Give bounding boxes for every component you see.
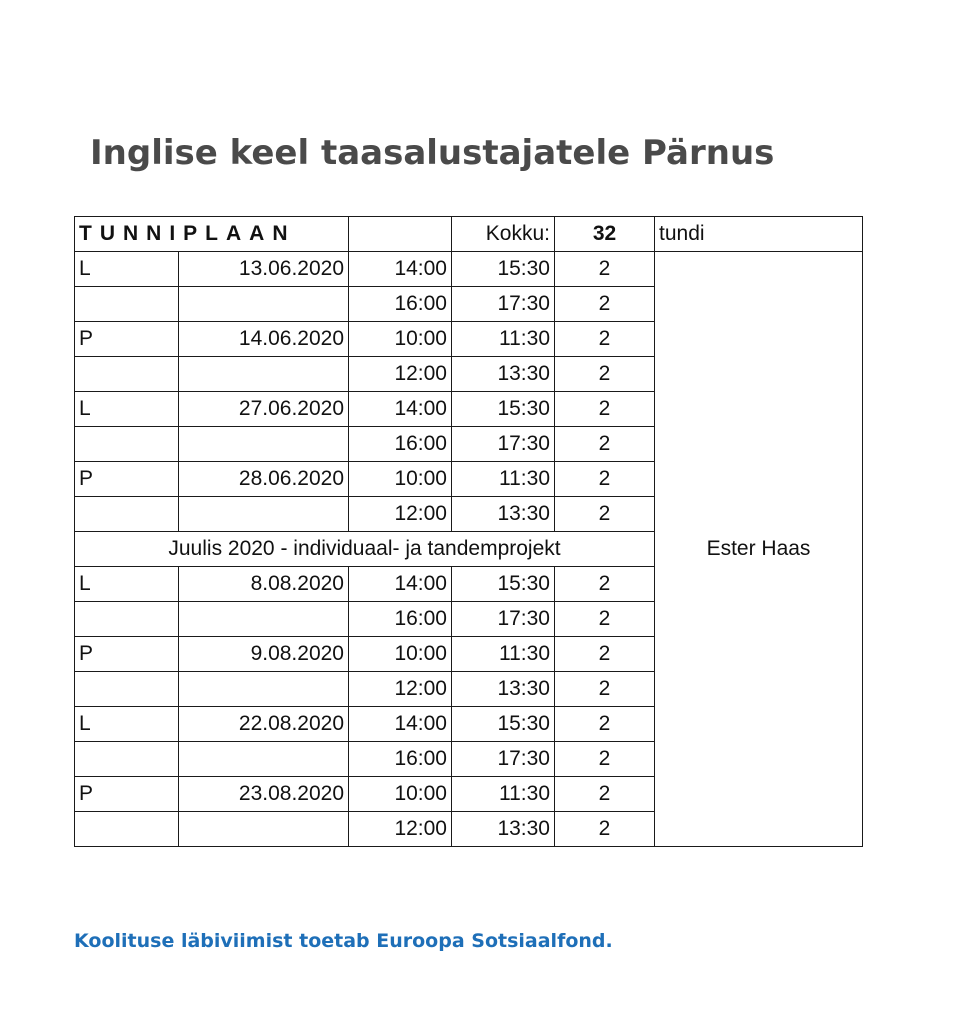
- end-time-cell: 15:30: [452, 392, 555, 427]
- day-cell: P: [75, 322, 179, 357]
- day-cell: P: [75, 637, 179, 672]
- hours-cell: 2: [555, 322, 655, 357]
- day-cell: L: [75, 392, 179, 427]
- hours-cell: 2: [555, 497, 655, 532]
- date-cell: [179, 742, 349, 777]
- hours-cell: 2: [555, 462, 655, 497]
- date-cell: 28.06.2020: [179, 462, 349, 497]
- end-time-cell: 11:30: [452, 777, 555, 812]
- date-cell: [179, 672, 349, 707]
- total-label: Kokku:: [452, 217, 555, 252]
- day-cell: [75, 497, 179, 532]
- teacher-cell: Ester Haas: [655, 252, 863, 847]
- date-cell: 23.08.2020: [179, 777, 349, 812]
- july-project-note: Juulis 2020 - individuaal- ja tandemprojekt: [75, 532, 655, 567]
- end-time-cell: 17:30: [452, 287, 555, 322]
- hours-cell: 2: [555, 637, 655, 672]
- date-cell: [179, 287, 349, 322]
- day-cell: L: [75, 567, 179, 602]
- end-time-cell: 15:30: [452, 707, 555, 742]
- end-time-cell: 13:30: [452, 672, 555, 707]
- start-time-cell: 16:00: [349, 287, 452, 322]
- start-time-cell: 16:00: [349, 427, 452, 462]
- start-time-cell: 14:00: [349, 392, 452, 427]
- funding-note: Koolituse läbiviimist toetab Euroopa Sotsiaalfond.: [74, 930, 613, 952]
- hours-cell: 2: [555, 357, 655, 392]
- date-cell: [179, 602, 349, 637]
- hours-cell: 2: [555, 672, 655, 707]
- hours-cell: 2: [555, 252, 655, 287]
- end-time-cell: 15:30: [452, 252, 555, 287]
- page-title: Inglise keel taasalustajatele Pärnus: [90, 133, 775, 173]
- schedule-header-label: TUNNIPLAAN: [75, 217, 349, 252]
- start-time-cell: 14:00: [349, 252, 452, 287]
- start-time-cell: 10:00: [349, 322, 452, 357]
- end-time-cell: 15:30: [452, 567, 555, 602]
- date-cell: 27.06.2020: [179, 392, 349, 427]
- end-time-cell: 13:30: [452, 497, 555, 532]
- start-time-cell: 10:00: [349, 777, 452, 812]
- day-cell: [75, 602, 179, 637]
- schedule-table: [74, 216, 863, 847]
- start-time-cell: 14:00: [349, 567, 452, 602]
- start-time-cell: 12:00: [349, 497, 452, 532]
- date-cell: [179, 497, 349, 532]
- start-time-cell: 16:00: [349, 602, 452, 637]
- day-cell: [75, 812, 179, 847]
- total-value: 32: [555, 217, 655, 252]
- schedule-row: [75, 252, 863, 287]
- end-time-cell: 17:30: [452, 602, 555, 637]
- header-row: [75, 217, 863, 252]
- header-empty-cell: [349, 217, 452, 252]
- date-cell: 9.08.2020: [179, 637, 349, 672]
- date-cell: 14.06.2020: [179, 322, 349, 357]
- day-cell: [75, 742, 179, 777]
- date-cell: 8.08.2020: [179, 567, 349, 602]
- unit-label: tundi: [655, 217, 863, 252]
- hours-cell: 2: [555, 287, 655, 322]
- date-cell: [179, 427, 349, 462]
- date-cell: 13.06.2020: [179, 252, 349, 287]
- day-cell: L: [75, 252, 179, 287]
- date-cell: [179, 357, 349, 392]
- day-cell: P: [75, 462, 179, 497]
- start-time-cell: 12:00: [349, 357, 452, 392]
- end-time-cell: 17:30: [452, 742, 555, 777]
- start-time-cell: 12:00: [349, 672, 452, 707]
- end-time-cell: 13:30: [452, 812, 555, 847]
- hours-cell: 2: [555, 567, 655, 602]
- hours-cell: 2: [555, 707, 655, 742]
- hours-cell: 2: [555, 742, 655, 777]
- start-time-cell: 10:00: [349, 462, 452, 497]
- day-cell: [75, 427, 179, 462]
- end-time-cell: 17:30: [452, 427, 555, 462]
- start-time-cell: 16:00: [349, 742, 452, 777]
- start-time-cell: 12:00: [349, 812, 452, 847]
- end-time-cell: 11:30: [452, 637, 555, 672]
- start-time-cell: 14:00: [349, 707, 452, 742]
- date-cell: 22.08.2020: [179, 707, 349, 742]
- end-time-cell: 11:30: [452, 322, 555, 357]
- day-cell: [75, 287, 179, 322]
- day-cell: P: [75, 777, 179, 812]
- end-time-cell: 11:30: [452, 462, 555, 497]
- day-cell: L: [75, 707, 179, 742]
- date-cell: [179, 812, 349, 847]
- schedule-body: [75, 217, 863, 847]
- hours-cell: 2: [555, 812, 655, 847]
- hours-cell: 2: [555, 602, 655, 637]
- hours-cell: 2: [555, 392, 655, 427]
- day-cell: [75, 357, 179, 392]
- hours-cell: 2: [555, 427, 655, 462]
- start-time-cell: 10:00: [349, 637, 452, 672]
- hours-cell: 2: [555, 777, 655, 812]
- day-cell: [75, 672, 179, 707]
- end-time-cell: 13:30: [452, 357, 555, 392]
